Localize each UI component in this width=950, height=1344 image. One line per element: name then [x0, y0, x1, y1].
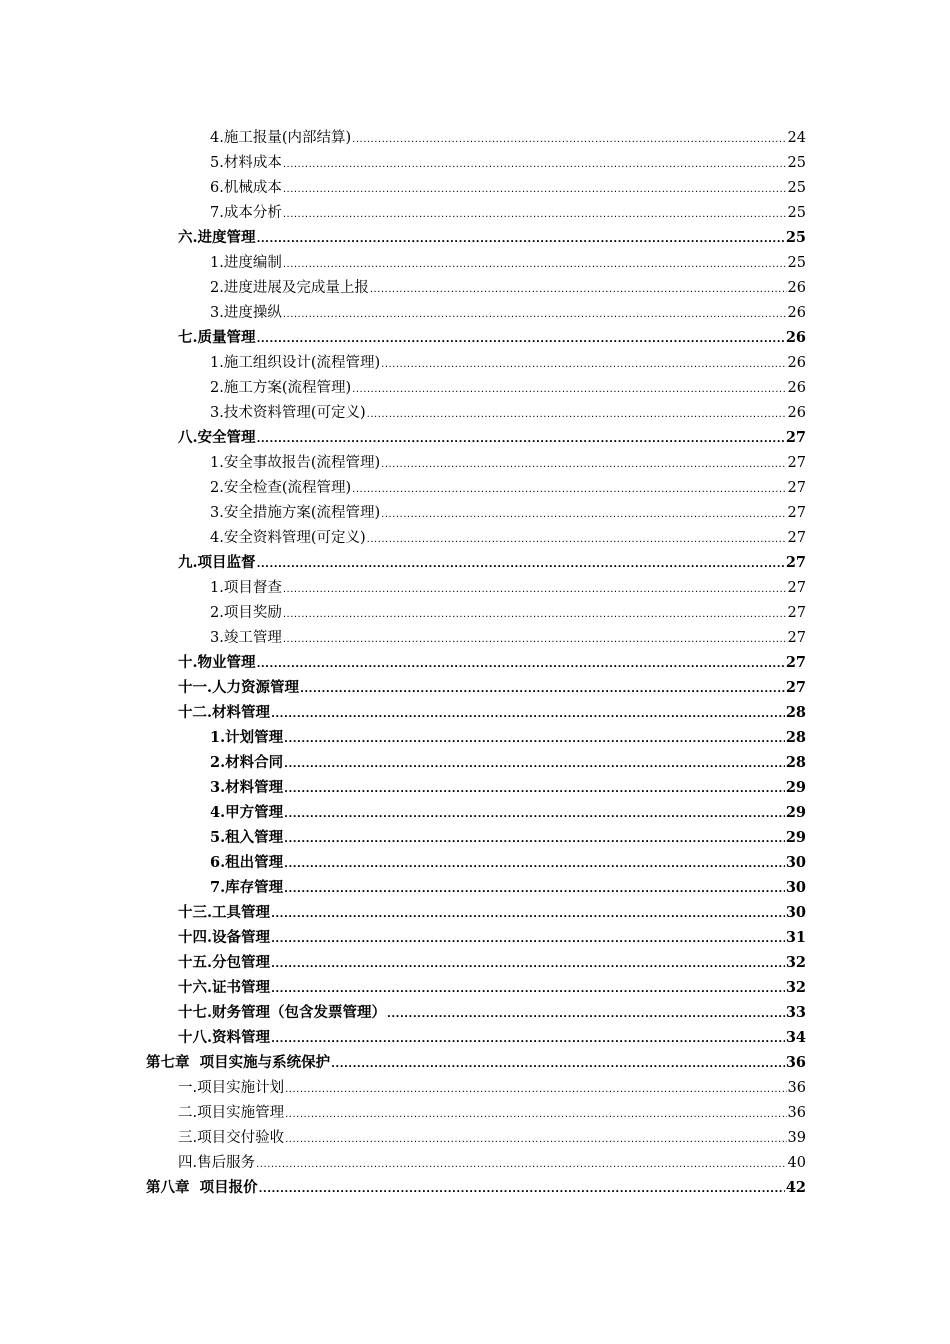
- toc-entry-page: 25: [785, 229, 806, 246]
- toc-entry[interactable]: [210, 751, 806, 775]
- toc-leader: [284, 778, 785, 802]
- toc-entry-page: 27: [787, 605, 806, 621]
- toc-leader: [300, 678, 785, 702]
- toc-entry-title: 1.计划管理: [210, 729, 284, 746]
- toc-entry[interactable]: [178, 1076, 806, 1100]
- toc-entry-title: 4.施工报量(内部结算): [210, 130, 352, 146]
- toc-entry-page: 26: [787, 280, 806, 296]
- toc-entry-page: 27: [787, 480, 806, 496]
- toc-leader: [271, 928, 785, 952]
- toc-entry-page: 29: [785, 829, 806, 846]
- toc-entry-title: 2.安全检查(流程管理): [210, 480, 352, 496]
- toc-entry-title: 2.施工方案(流程管理): [210, 380, 352, 396]
- toc-entry[interactable]: [210, 276, 806, 300]
- toc-leader: [381, 453, 786, 477]
- toc-entry-title: 十六.证书管理: [178, 979, 271, 996]
- toc-entry-page: 28: [785, 729, 806, 746]
- toc-entry[interactable]: [178, 226, 806, 250]
- toc-entry-title: 3.安全措施方案(流程管理): [210, 505, 381, 521]
- toc-entry-title: 十四.设备管理: [178, 929, 271, 946]
- toc-entry-page: 27: [785, 679, 806, 696]
- toc-entry-page: 31: [785, 929, 806, 946]
- toc-leader: [283, 628, 787, 652]
- toc-entry[interactable]: [210, 376, 806, 400]
- toc-entry-page: 25: [787, 205, 806, 221]
- toc-leader: [284, 853, 785, 877]
- toc-leader: [271, 903, 785, 927]
- toc-leader: [387, 1003, 785, 1027]
- toc-entry-page: 25: [787, 255, 806, 271]
- toc-entry[interactable]: [210, 601, 806, 625]
- toc-entry-title: 3.进度操纵: [210, 305, 282, 321]
- toc-entry-page: 24: [787, 130, 806, 146]
- toc-leader: [283, 203, 787, 227]
- toc-entry-title: 十三.工具管理: [178, 904, 271, 921]
- toc-entry-title: 4.甲方管理: [210, 804, 284, 821]
- toc-entry-page: 32: [785, 979, 806, 996]
- toc-entry-page: 34: [785, 1029, 806, 1046]
- toc-entry-page: 32: [785, 954, 806, 971]
- toc-entry-page: 33: [785, 1004, 806, 1021]
- toc-leader: [271, 703, 785, 727]
- toc-entry-title: 九.项目监督: [178, 554, 256, 571]
- toc-entry-page: 29: [785, 804, 806, 821]
- toc-entry-title: 第八章 项目报价: [146, 1179, 258, 1196]
- toc-leader: [271, 978, 785, 1002]
- toc-entry-page: 27: [785, 429, 806, 446]
- toc-entry[interactable]: [210, 176, 806, 200]
- toc-entry[interactable]: [210, 726, 806, 750]
- toc-entry-title: 6.租出管理: [210, 854, 284, 871]
- toc-entry-title: 六.进度管理: [178, 229, 256, 246]
- toc-entry[interactable]: [210, 826, 806, 850]
- toc-entry[interactable]: [210, 626, 806, 650]
- toc-entry-title: 3.技术资料管理(可定义): [210, 405, 366, 421]
- toc-entry-title: 6.机械成本: [210, 180, 282, 196]
- toc-entry[interactable]: [210, 301, 806, 325]
- toc-entry-title: 十五.分包管理: [178, 954, 271, 971]
- toc-leader: [367, 528, 787, 552]
- toc-leader: [352, 478, 786, 502]
- toc-entry-page: 30: [785, 879, 806, 896]
- toc-entry-title: 十二.材料管理: [178, 704, 271, 721]
- toc-entry-page: 30: [785, 854, 806, 871]
- toc-leader: [381, 353, 786, 377]
- toc-entry-title: 3.竣工管理: [210, 630, 282, 646]
- toc-leader: [283, 603, 787, 627]
- toc-entry[interactable]: [210, 876, 806, 900]
- toc-entry-page: 28: [785, 754, 806, 771]
- toc-entry-title: 1.进度编制: [210, 255, 282, 271]
- toc-entry-title: 4.安全资料管理(可定义): [210, 530, 366, 546]
- toc-entry-title: 十.物业管理: [178, 654, 256, 671]
- toc-entry-page: 27: [785, 654, 806, 671]
- toc-entry[interactable]: [210, 501, 806, 525]
- toc-entry[interactable]: [210, 251, 806, 275]
- toc-entry[interactable]: [178, 1126, 806, 1150]
- toc-leader: [259, 1178, 785, 1202]
- toc-entry-page: 29: [785, 779, 806, 796]
- toc-entry[interactable]: [178, 1151, 806, 1175]
- toc-entry[interactable]: [210, 476, 806, 500]
- toc-entry-page: 36: [787, 1105, 806, 1121]
- toc-entry[interactable]: [210, 526, 806, 550]
- toc-entry-title: 5.材料成本: [210, 155, 282, 171]
- toc-entry-title: 十一.人力资源管理: [178, 679, 300, 696]
- toc-leader: [283, 303, 787, 327]
- toc-leader: [284, 878, 785, 902]
- toc-entry-title: 2.项目奖励: [210, 605, 282, 621]
- toc-leader: [257, 553, 785, 577]
- toc-entry-title: 3.材料管理: [210, 779, 284, 796]
- toc-entry[interactable]: [178, 926, 806, 950]
- toc-entry[interactable]: [178, 1101, 806, 1125]
- toc-entry[interactable]: [210, 151, 806, 175]
- toc-leader: [285, 1128, 786, 1152]
- toc-entry-title: 二.项目实施管理: [178, 1105, 285, 1121]
- toc-entry-page: 26: [787, 380, 806, 396]
- toc-entry-page: 26: [787, 355, 806, 371]
- toc-leader: [352, 128, 786, 152]
- toc-leader: [331, 1053, 785, 1077]
- toc-leader: [284, 728, 785, 752]
- toc-leader: [367, 403, 787, 427]
- toc-entry-title: 十七.财务管理（包含发票管理）: [178, 1004, 387, 1021]
- toc-entry-title: 2.进度进展及完成量上报: [210, 280, 369, 296]
- toc-leader: [271, 953, 785, 977]
- toc-entry-title: 三.项目交付验收: [178, 1130, 285, 1146]
- toc-leader: [285, 1078, 786, 1102]
- toc-entry-page: 27: [785, 554, 806, 571]
- toc-leader: [352, 378, 786, 402]
- toc-entry-page: 25: [787, 180, 806, 196]
- toc-entry-title: 1.施工组织设计(流程管理): [210, 355, 381, 371]
- toc-entry[interactable]: [210, 351, 806, 375]
- toc-leader: [257, 228, 785, 252]
- toc-entry-page: 30: [785, 904, 806, 921]
- toc-leader: [284, 828, 785, 852]
- toc-entry[interactable]: [210, 451, 806, 475]
- toc-entry-page: 28: [785, 704, 806, 721]
- toc-entry-page: 36: [785, 1054, 806, 1071]
- toc-entry-page: 27: [787, 530, 806, 546]
- toc-entry-page: 26: [785, 329, 806, 346]
- toc-leader: [271, 1028, 785, 1052]
- toc-entry[interactable]: [210, 851, 806, 875]
- toc-entry[interactable]: [178, 676, 806, 700]
- toc-entry-page: 27: [787, 505, 806, 521]
- toc-entry[interactable]: [178, 901, 806, 925]
- toc-entry-page: 26: [787, 305, 806, 321]
- toc-entry-title: 7.成本分析: [210, 205, 282, 221]
- toc-entry[interactable]: [210, 201, 806, 225]
- toc-leader: [257, 653, 785, 677]
- toc-leader: [285, 1103, 786, 1127]
- toc-chapter-entry[interactable]: [146, 1051, 806, 1075]
- toc-entry-title: 1.项目督查: [210, 580, 282, 596]
- toc-leader: [381, 503, 786, 527]
- toc-entry[interactable]: [178, 326, 806, 350]
- toc-entry-title: 一.项目实施计划: [178, 1080, 285, 1096]
- toc-entry[interactable]: [210, 776, 806, 800]
- toc-leader: [284, 803, 785, 827]
- toc-entry-page: 27: [787, 580, 806, 596]
- toc-entry-page: 36: [787, 1080, 806, 1096]
- toc-entry-title: 八.安全管理: [178, 429, 256, 446]
- toc-leader: [284, 753, 785, 777]
- toc-entry[interactable]: [210, 401, 806, 425]
- toc-entry-title: 2.材料合同: [210, 754, 284, 771]
- toc-entry[interactable]: [178, 1001, 806, 1025]
- toc-entry-title: 1.安全事故报告(流程管理): [210, 455, 381, 471]
- toc-entry[interactable]: [178, 701, 806, 725]
- toc-entry-title: 7.库存管理: [210, 879, 284, 896]
- toc-entry-title: 十八.资料管理: [178, 1029, 271, 1046]
- toc-leader: [283, 253, 787, 277]
- toc-leader: [256, 1153, 786, 1177]
- toc-entry[interactable]: [178, 426, 806, 450]
- toc-entry-title: 四.售后服务: [178, 1155, 256, 1171]
- toc-entry-page: 25: [787, 155, 806, 171]
- toc-leader: [370, 278, 787, 302]
- toc-entry[interactable]: [210, 126, 806, 150]
- toc-entry-page: 39: [787, 1130, 806, 1146]
- toc-entry[interactable]: [178, 976, 806, 1000]
- toc-leader: [257, 328, 785, 352]
- toc-leader: [283, 178, 787, 202]
- toc-entry-page: 42: [785, 1179, 806, 1196]
- toc-leader: [257, 428, 785, 452]
- toc-entry-page: 26: [787, 405, 806, 421]
- toc-leader: [283, 153, 787, 177]
- toc-entry-page: 27: [787, 630, 806, 646]
- toc-chapter-entry[interactable]: [146, 1176, 806, 1200]
- toc-entry-title: 七.质量管理: [178, 329, 256, 346]
- toc-entry[interactable]: [210, 801, 806, 825]
- toc-entry[interactable]: [178, 551, 806, 575]
- toc-entry-title: 第七章 项目实施与系统保护: [146, 1054, 331, 1071]
- toc-entry[interactable]: [178, 651, 806, 675]
- toc-leader: [283, 578, 787, 602]
- toc-entry-title: 5.租入管理: [210, 829, 284, 846]
- toc-entry-page: 27: [787, 455, 806, 471]
- toc-entry[interactable]: [210, 576, 806, 600]
- toc-entry[interactable]: [178, 1026, 806, 1050]
- toc-entry-page: 40: [787, 1155, 806, 1171]
- toc-entry[interactable]: [178, 951, 806, 975]
